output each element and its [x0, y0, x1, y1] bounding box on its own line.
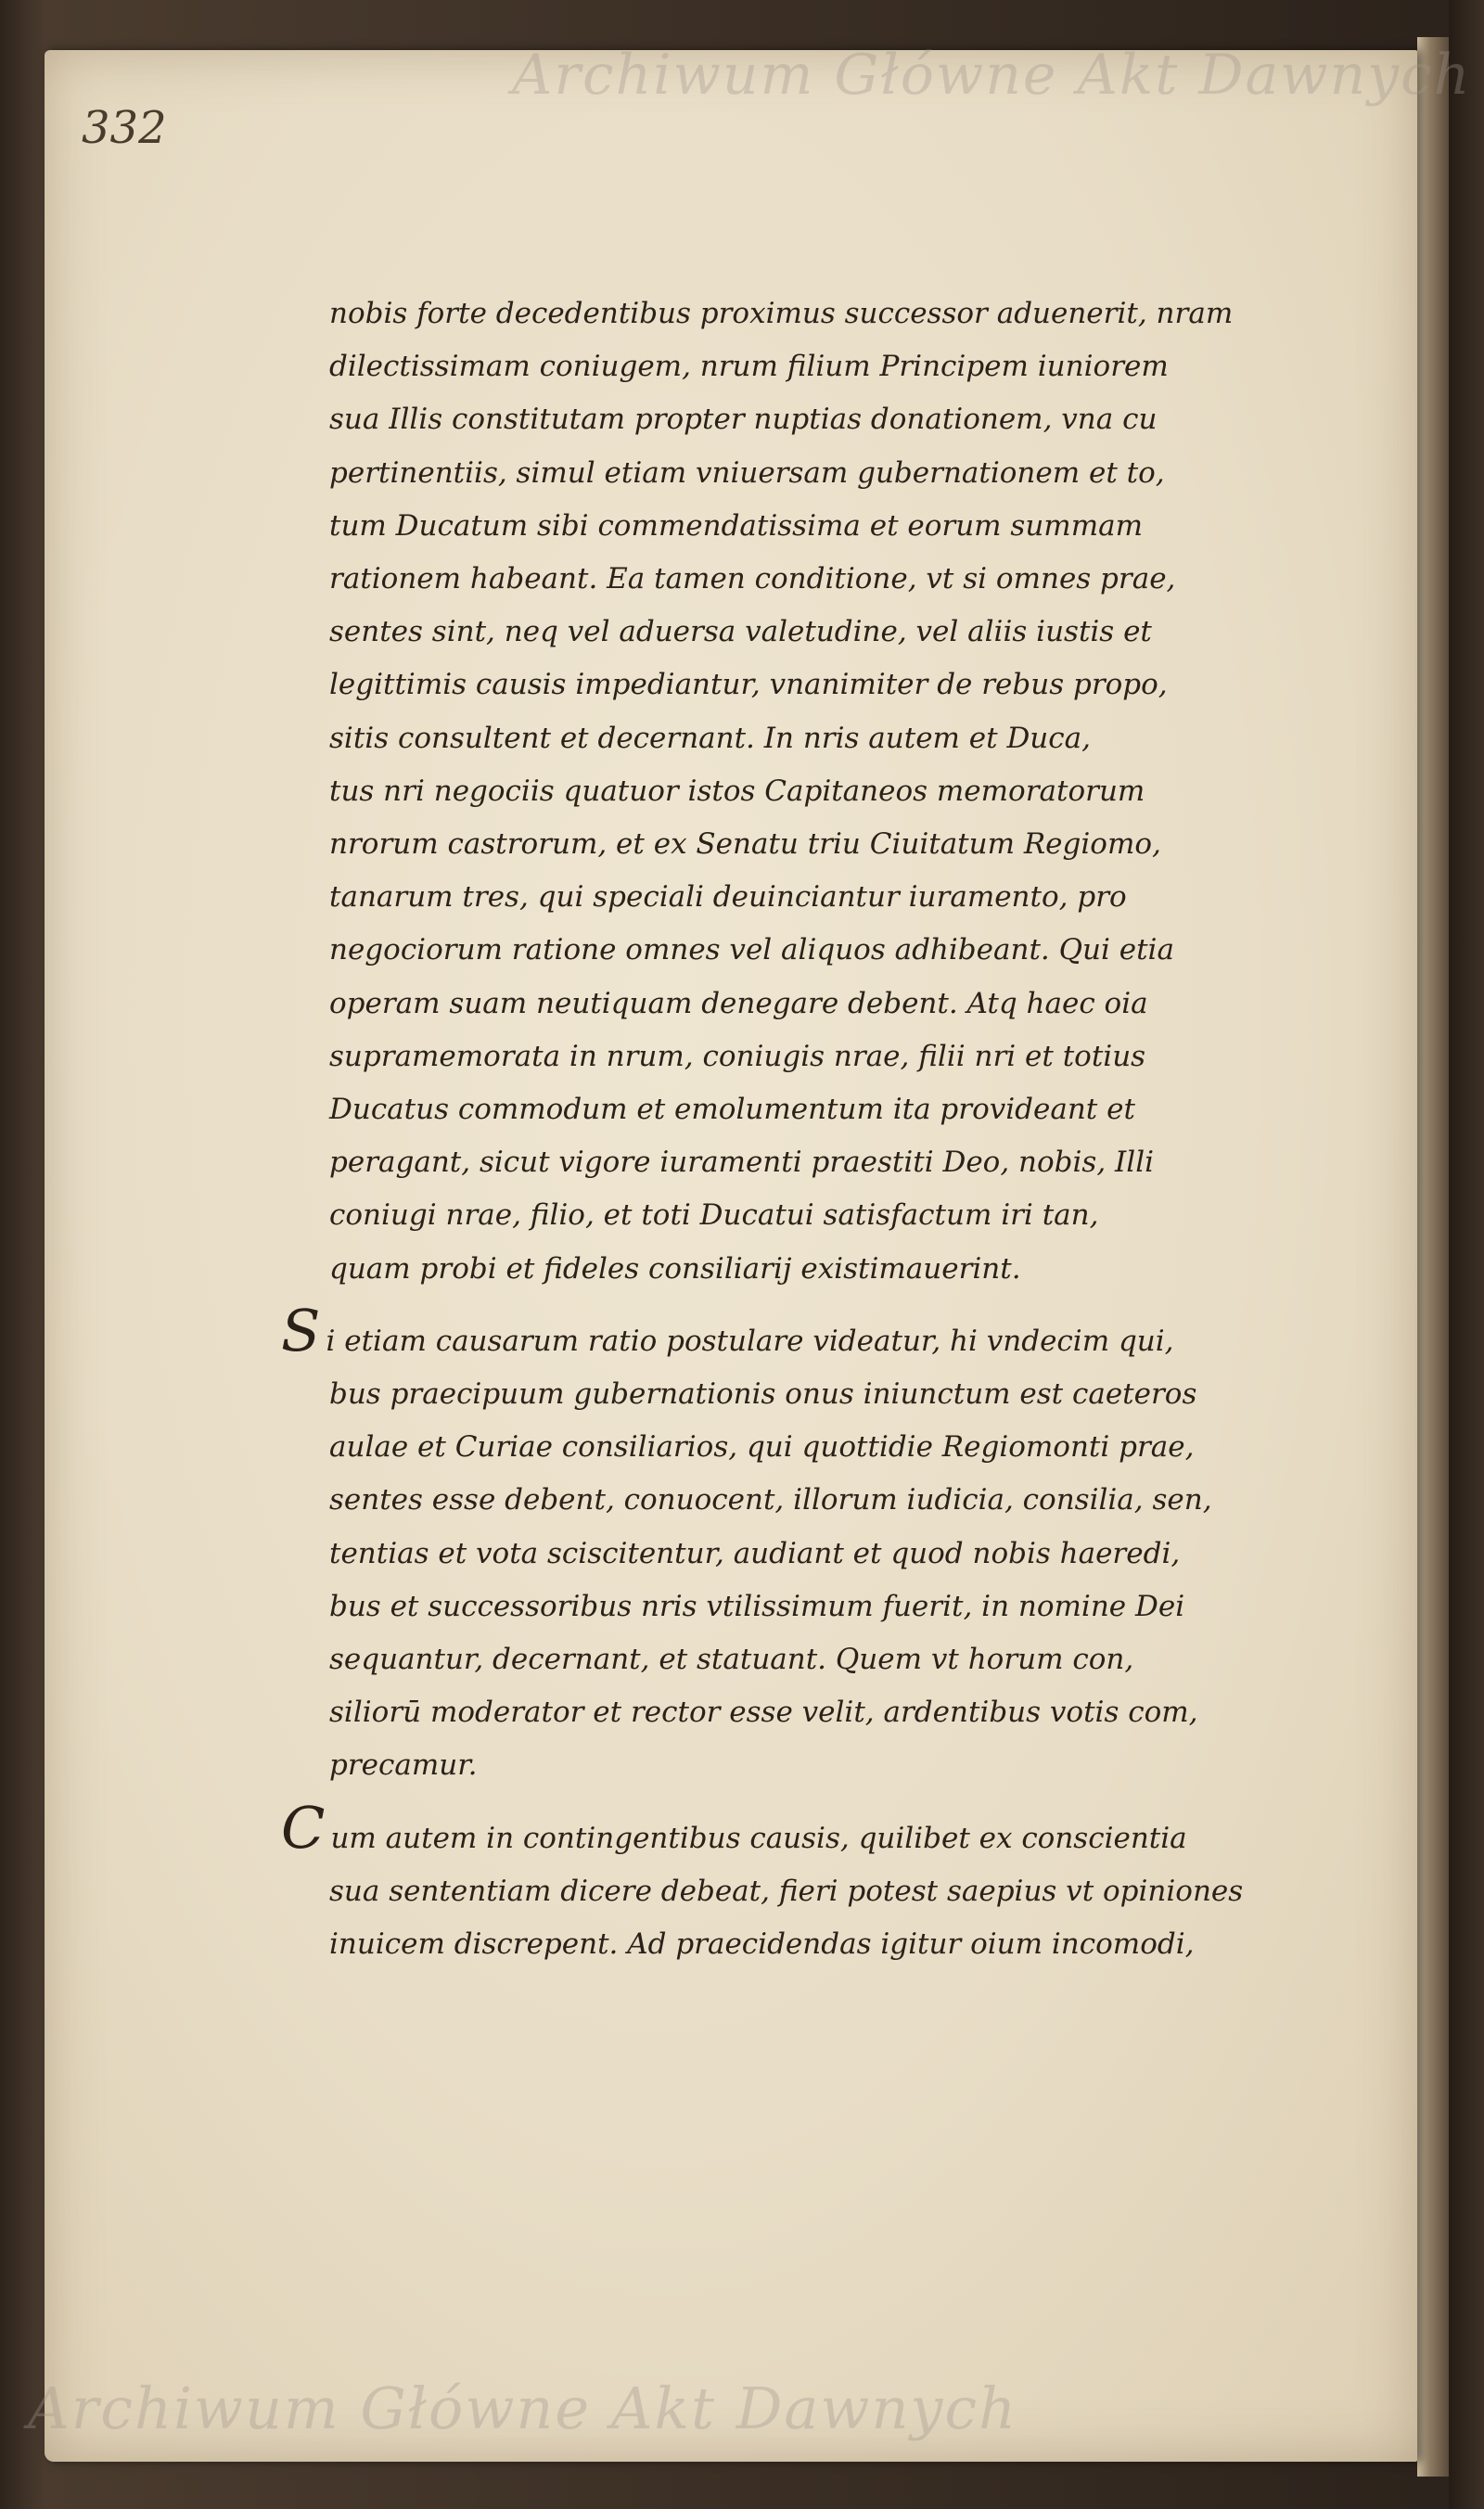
line-text: nrorum castrorum, et ex Senatu triu Ciuitatum Regiomo, — [329, 827, 1161, 862]
watermark-top: Archiwum Główne Akt Dawnych — [512, 43, 1472, 108]
text-line — [329, 1686, 1312, 1739]
text-line — [329, 393, 1312, 446]
text-line — [329, 500, 1312, 553]
line-text: um autem in contingentibus causis, quilibet ex conscientia — [330, 1821, 1187, 1855]
line-text: tentias et vota sciscitentur, audiant et quod nobis haeredi, — [329, 1536, 1181, 1570]
text-line — [329, 340, 1312, 393]
text-line — [329, 1030, 1312, 1083]
decorated-initial: C — [281, 1793, 326, 1862]
page-stack-edge — [1417, 37, 1449, 2477]
text-line — [329, 659, 1312, 711]
line-text: supramemorata in nrum, coniugis nrae, filii nri et totius — [329, 1039, 1146, 1073]
text-line — [329, 606, 1312, 659]
line-text: quam probi et fideles consiliarij existimauerint. — [329, 1251, 1021, 1286]
text-line — [329, 1528, 1312, 1581]
text-line — [329, 553, 1312, 606]
line-text: rationem habeant. Ea tamen conditione, vt si omnes prae, — [329, 562, 1176, 596]
line-text: tus nri negociis quatuor istos Capitaneos memoratorum — [329, 774, 1145, 808]
line-text: operam suam neutiquam denegare debent. Atq haec oia — [329, 986, 1148, 1020]
text-line — [281, 1296, 1312, 1368]
decorated-initial: S — [281, 1296, 321, 1364]
line-text: i etiam causarum ratio postulare videatur, hi vndecim qui, — [326, 1324, 1174, 1358]
text-line — [329, 1136, 1312, 1189]
line-text: legittimis causis impediantur, vnanimiter de rebus propo, — [329, 668, 1168, 702]
text-paragraph — [281, 1296, 1312, 1793]
text-line — [329, 1243, 1312, 1296]
text-line — [329, 447, 1312, 500]
text-line — [329, 712, 1312, 765]
line-text: dilectissimam coniugem, nrum filium Principem iuniorem — [329, 350, 1169, 384]
text-line — [281, 1793, 1312, 1865]
line-text: Ducatus commodum et emolumentum ita provideant et — [329, 1093, 1135, 1127]
line-text: siliorū moderator et rector esse velit, ardentibus votis com, — [329, 1696, 1198, 1730]
line-text: sequantur, decernant, et statuant. Quem vt horum con, — [329, 1643, 1134, 1677]
binding-spine — [1449, 0, 1484, 2509]
text-line — [329, 1865, 1312, 1918]
line-text: pertinentiis, simul etiam vniuersam gubernationem et to, — [329, 455, 1165, 490]
line-text: bus praecipuum gubernationis onus iniunctum est caeteros — [329, 1377, 1197, 1412]
line-text: sentes sint, neq vel aduersa valetudine, vel aliis iustis et — [329, 615, 1152, 649]
line-text: sua Illis constitutam propter nuptias donationem, vna cu — [329, 403, 1158, 437]
text-line — [329, 1421, 1312, 1474]
line-text: negociorum ratione omnes vel aliquos adhibeant. Qui etia — [329, 933, 1174, 967]
text-line — [329, 765, 1312, 818]
line-text: nobis forte decedentibus proximus successor aduenerit, nram — [329, 297, 1234, 330]
text-line — [329, 871, 1312, 924]
text-line — [329, 818, 1312, 871]
text-line — [329, 1189, 1312, 1242]
line-text: sentes esse debent, conuocent, illorum iudicia, consilia, sen, — [329, 1483, 1212, 1517]
manuscript-text — [281, 288, 1312, 1971]
text-line — [329, 1918, 1312, 1971]
text-line — [329, 1739, 1312, 1792]
folio-number: 332 — [82, 102, 167, 154]
text-line — [329, 1368, 1312, 1421]
line-text: aulae et Curiae consiliarios, qui quottidie Regiomonti prae, — [329, 1430, 1195, 1465]
line-text: bus et successoribus nris vtilissimum fuerit, in nomine Dei — [329, 1589, 1185, 1623]
line-text: coniugi nrae, filio, et toti Ducatui satisfactum iri tan, — [329, 1198, 1099, 1233]
text-line — [329, 1083, 1312, 1136]
text-line — [329, 288, 1312, 340]
line-text: inuicem discrepent. Ad praecidendas igitur oium incomodi, — [329, 1927, 1195, 1962]
line-text: precamur. — [329, 1748, 478, 1783]
line-text: peragant, sicut vigore iuramenti praestiti Deo, nobis, Illi — [329, 1146, 1155, 1180]
text-line — [329, 1581, 1312, 1633]
text-paragraph — [329, 288, 1312, 1296]
line-text: sua sententiam dicere debeat, fieri potest saepius vt opiniones — [329, 1874, 1244, 1908]
line-text: tum Ducatum sibi commendatissima et eorum summam — [329, 508, 1143, 543]
line-text: sitis consultent et decernant. In nris autem et Duca, — [329, 721, 1091, 755]
text-line — [329, 978, 1312, 1030]
line-text: tanarum tres, qui speciali deuinciantur iuramento, pro — [329, 880, 1127, 915]
text-line — [329, 924, 1312, 977]
text-line — [329, 1474, 1312, 1527]
text-paragraph — [281, 1793, 1312, 1972]
text-line — [329, 1633, 1312, 1686]
watermark-bottom: Archiwum Główne Akt Dawnych — [28, 2375, 1018, 2442]
